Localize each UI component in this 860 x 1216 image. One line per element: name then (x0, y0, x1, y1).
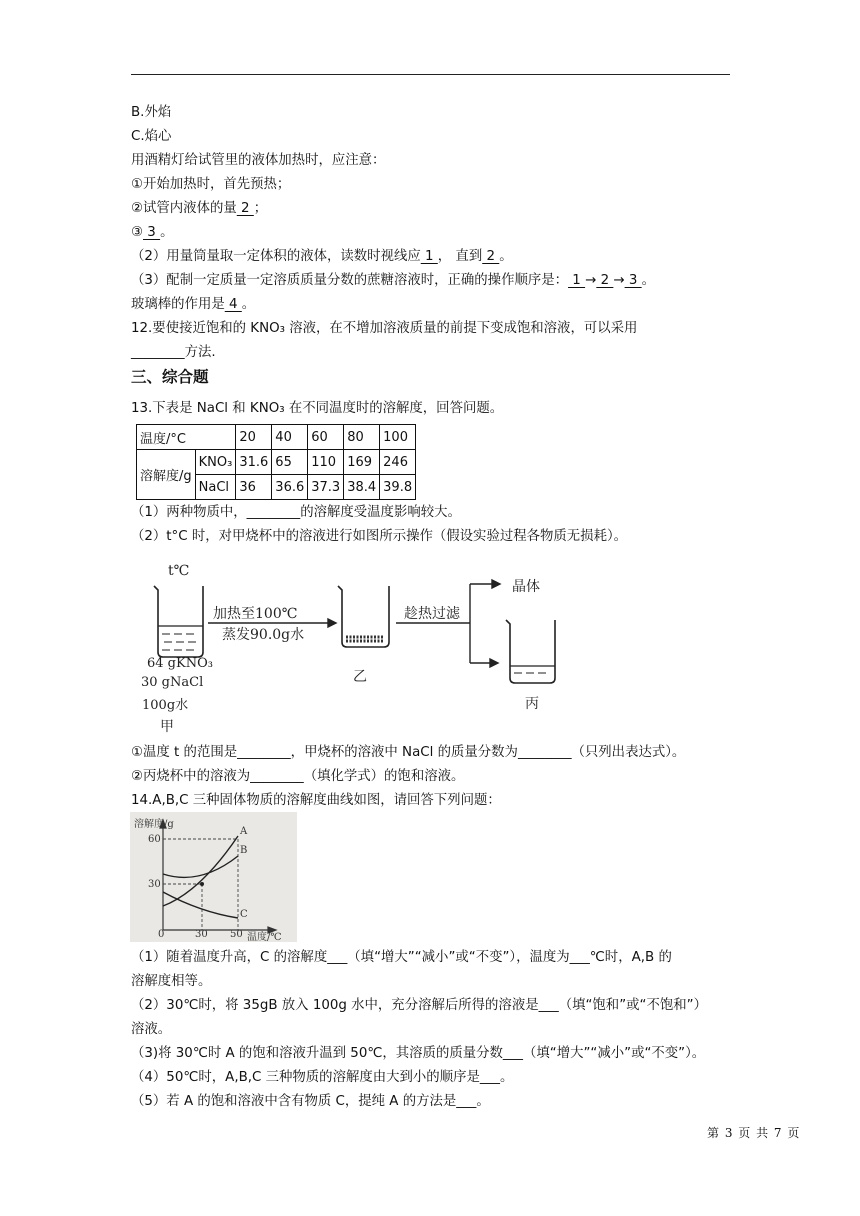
beaker-yi (338, 586, 389, 647)
table-cell: 100 (380, 425, 416, 450)
label-t: t℃ (168, 563, 190, 579)
table-cell: 36 (236, 475, 272, 500)
curve-a (163, 836, 238, 906)
text-line: 用酒精灯给试管里的液体加热时，应注意： (131, 153, 386, 168)
answer-blank: 1 (568, 273, 586, 288)
label-heat: 加热至100℃ (213, 606, 298, 622)
answer-blank: 2 (236, 201, 254, 216)
table-header-temp: 温度/°C (137, 425, 236, 450)
text-span: 。 (241, 297, 256, 312)
table-cell: 40 (272, 425, 308, 450)
label-bing: 丙 (525, 696, 539, 712)
beaker-jia (154, 586, 203, 657)
option-c: C.焰心 (131, 129, 172, 144)
option-b: B.外焰 (131, 105, 172, 120)
table-cell: 169 (344, 450, 380, 475)
solubility-curves (130, 812, 297, 942)
label-b: B (240, 845, 248, 856)
question-14: 14.A,B,C 三种固体物质的溶解度曲线如图，请回答下列问题： (131, 793, 501, 808)
text-span: 。 (499, 249, 513, 264)
table-cell: 38.4 (344, 475, 380, 500)
solubility-graph (130, 812, 297, 942)
label-nacl: 30 gNaCl (141, 675, 204, 690)
label-yi: 乙 (353, 669, 367, 685)
question-12: 12.要使接近饱和的 KNO₃ 溶液，在不增加溶液质量的前提下变成饱和溶液，可以采用 (131, 321, 638, 336)
text-line (131, 247, 513, 267)
tick-x50: 50 (230, 929, 243, 940)
label-filter: 趁热过滤 (404, 606, 460, 622)
table-row-label: 溶解度/g (137, 450, 196, 500)
table-cell: KNO₃ (195, 450, 236, 475)
question-14-5: （5）若 A 的饱和溶液中含有物质 C，提纯 A 的方法是___。 (131, 1094, 490, 1109)
tick-x30: 30 (195, 929, 208, 940)
question-14-2: （2）30℃时，将 35gB 放入 100g 水中，充分溶解后所得的溶液是___（填“饱和”或“不饱和”） (131, 998, 707, 1013)
table-cell: 110 (308, 450, 344, 475)
header-rule (131, 74, 730, 75)
question-13: 13.下表是 NaCl 和 KNO₃ 在不同温度时的溶解度，回答问题。 (131, 401, 504, 416)
tick-0: 0 (158, 929, 165, 940)
text-line: 溶解度相等。 (131, 974, 212, 989)
text-line: ________方法. (131, 345, 216, 360)
label-crystal: 晶体 (512, 579, 540, 595)
label-jia: 甲 (160, 719, 174, 735)
page-footer: 第 3 页 共 7 页 (707, 1126, 801, 1140)
question-13-b: ②丙烧杯中的溶液为________（填化学式）的饱和溶液。 (131, 769, 465, 784)
table-cell: 31.6 (236, 450, 272, 475)
table-row (137, 450, 416, 475)
table-row (137, 425, 416, 450)
answer-blank: 3 (624, 273, 642, 288)
table-cell: 60 (308, 425, 344, 450)
solubility-table (136, 424, 416, 500)
text-span: ， 直到 (437, 249, 483, 264)
table-cell: 37.3 (308, 475, 344, 500)
curve-b (163, 856, 238, 877)
text-span: 玻璃棒的作用是 (131, 297, 225, 312)
text-span: 。 (160, 225, 174, 240)
answer-blank: 3 (143, 225, 161, 240)
question-13-a: ①温度 t 的范围是________，甲烧杯的溶液中 NaCl 的质量分数为________（只列出表达式）。 (131, 745, 686, 760)
text-line (131, 199, 267, 219)
tick-30: 30 (148, 879, 161, 890)
text-span: （3）配制一定质量一定溶质质量分数的蔗糖溶液时，正确的操作顺序是： (131, 273, 569, 288)
tick-60: 60 (148, 834, 161, 845)
question-14-3: （3)将 30℃时 A 的饱和溶液升温到 50℃，其溶质的质量分数___（填“增大”“减小”或“不变”）。 (131, 1046, 706, 1061)
table-cell: 80 (344, 425, 380, 450)
arrow-filter (396, 580, 500, 667)
experiment-figure (140, 560, 560, 740)
answer-blank: 4 (224, 297, 242, 312)
table-cell: NaCl (195, 475, 236, 500)
answer-blank: 2 (482, 249, 500, 264)
label-c: C (240, 909, 248, 920)
question-14-1: （1）随着温度升高，C 的溶解度___（填“增大”“减小”或“不变”），温度为___℃时，A,B 的 (131, 950, 672, 965)
table-cell: 246 (380, 450, 416, 475)
answer-blank: 1 (420, 249, 438, 264)
beaker-bing (506, 620, 555, 683)
text-span: 。 (641, 273, 656, 288)
text-line: 溶液。 (131, 1022, 172, 1037)
text-line (131, 295, 255, 315)
text-span: ； (253, 201, 268, 216)
question-13-2: （2）t°C 时，对甲烧杯中的溶液进行如图所示操作（假设实验过程各物质无损耗）。 (131, 529, 628, 544)
table-cell: 20 (236, 425, 272, 450)
text-span: ③ (131, 225, 144, 240)
graph-xlabel: 温度/℃ (247, 932, 282, 942)
label-water: 100g水 (142, 698, 189, 713)
answer-blank: 2 (596, 273, 614, 288)
label-evaporate: 蒸发90.0g水 (222, 627, 305, 643)
label-kno3: 64 gKNO₃ (147, 656, 213, 671)
text-line (131, 223, 173, 243)
text-line (131, 271, 655, 291)
table-cell: 39.8 (380, 475, 416, 500)
graph-ylabel: 溶解度/g (134, 819, 174, 830)
arrow: → (585, 273, 597, 288)
section-title: 三、综合题 (131, 368, 209, 386)
arrow: → (613, 273, 625, 288)
question-13-1: （1）两种物质中，________的溶解度受温度影响较大。 (131, 505, 461, 520)
label-a: A (240, 826, 248, 837)
question-14-4: （4）50℃时，A,B,C 三种物质的溶解度由大到小的顺序是___。 (131, 1070, 514, 1085)
table-cell: 65 (272, 450, 308, 475)
text-span: （2）用量筒量取一定体积的液体，读数时视线应 (131, 249, 421, 264)
text-span: ②试管内液体的量 (131, 201, 237, 216)
table-cell: 36.6 (272, 475, 308, 500)
curve-c (163, 892, 238, 918)
text-line: ①开始加热时，首先预热； (131, 177, 291, 192)
